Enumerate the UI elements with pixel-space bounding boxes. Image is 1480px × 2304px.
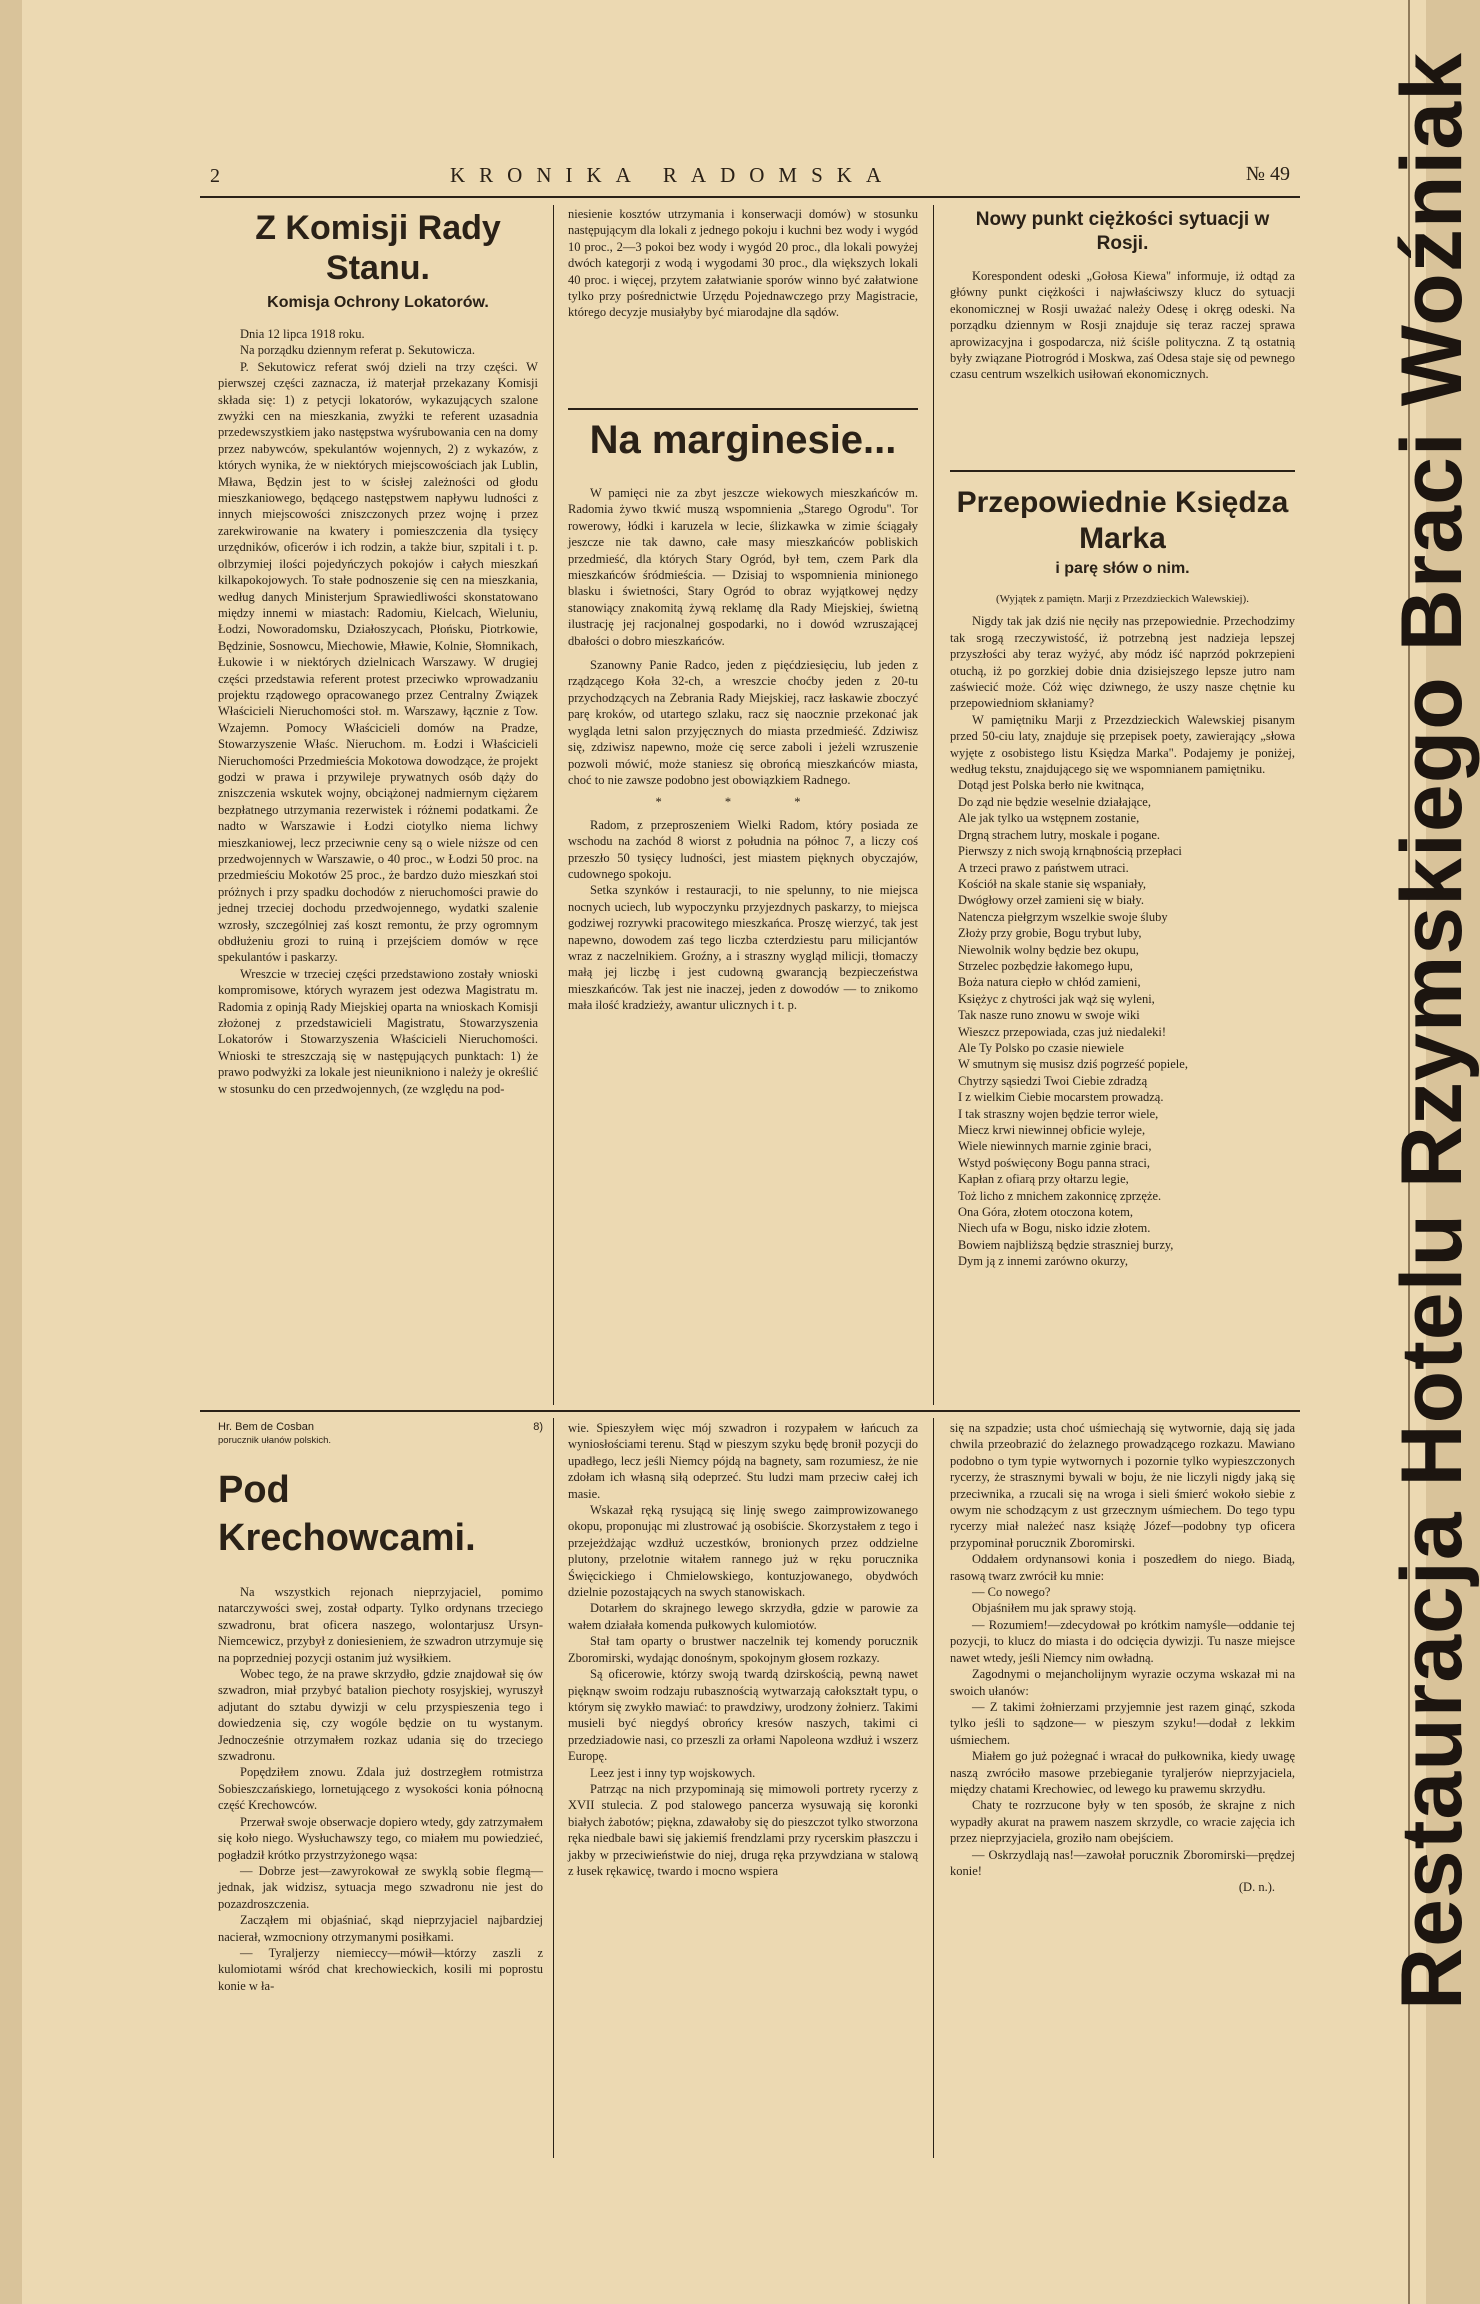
article-headline: Pod Krechowcami. [218, 1469, 476, 1559]
poem-line: Kościół na skale stanie się wspaniały, [958, 876, 1147, 891]
paragraph: Korespondent odeski „Gołosa Kiewa" informuje, iż odtąd za główny punkt ciężkości i najwłaściwszy klucz do sytuacji ekonomicznej w Rosji uważać należy Odesę i okręg odeski. Na porządku dziennym w Rosji znajduje się teraz raczej sprawa aprowizacyjna i gospodarcza, niż ściśle polityczna. Z tą ostatnią były związane Piotrogród i Moskwa, zaś Odesa staje się od pewnego czasu centrum wszelkich usiłowań ekonomicznych. [950, 269, 1295, 382]
poem-line: Pierwszy z nich swoją krnąbnością przepłaci [958, 844, 1182, 859]
byline-author: Hr. Bem de Cosban [218, 1421, 314, 1433]
poem-line: Miecz krwi niewinnej obficie wyleje, [958, 1123, 1146, 1137]
poem-line: Ale jak tylko ua wstępnem zostanie, [958, 811, 1140, 826]
poem-line: Wieszcz przepowiada, czas już niedaleki! [958, 1024, 1167, 1039]
article-pod-krechowcami [218, 1420, 543, 2160]
article-headline: Na marginesie... [589, 418, 897, 462]
poem-line: Niech ufa w Bogu, nisko idzie złotem. [958, 1221, 1151, 1236]
signature: (D. n.). [1238, 1880, 1275, 1895]
paragraph: Na wszystkich rejonach nieprzyjaciel, pomimo natarczywości swej, został odparty. Tylko ordynans trzeciego szwadronu, brat oficera naszego, wolontarjusz Ursyn-Niemcewicz, przybył z doniesieniem, że szwadron utrzymuje się na poprzedniej pozycji ostanim już wysiłkiem. [218, 1585, 543, 1665]
paragraph: — Tyraljerzy niemieccy—mówił—którzy zaszli z kulomiotami wśród chat krechowieckich, kosili mi poprostu konie w ła- [218, 1945, 543, 1993]
paragraph: W pamięci nie za zbyt jeszcze wiekowych mieszkańców m. Radomia żywo tkwić muszą wspomnienia „Starego Ogrodu". Tor rowerowy, łódki i karuzela w lecie, ślizkawka w zimie ściągały jeszcze nie tak dawno, całe masy mieszkańców pobliskich przedmieść, dla których Stary Ogród, był tem, czem Park dla mieszkańców śródmieścia. — Dzisiaj to wspomnienia minionego blasku i świetności, Stary Ogród to obraz wyjątkowej nędzy stanowiący znakomitą żywą reklamę dla Rady Miejskiej, świetną ilustrację jej racjonalnej gospodarki, no i dowód wzruszającej dbałości o dobro mieszkańców. [568, 486, 918, 648]
paragraph: — Rozumiem!—zdecydował po krótkim namyśle—oddanie tej pozycji, to klucz do miasta i do odcięcia dywizji. Tu nasze miejsce nawet wtedy, jeśli Niemcy nim owładną. [950, 1617, 1295, 1665]
source-note: (Wyjątek z pamiętn. Marji z Przezdzieckich Walewskiej). [996, 593, 1249, 605]
poem-line: A trzeci prawo z państwem utraci. [958, 860, 1129, 875]
paragraph: Patrząc na nich przypominają się mimowoli portrety rycerzy z XVII stulecia. Z pod stalowego pancerza wysuwają się koronki białych żabotów; piękna, zdawałoby się do pieszczot tylko stworzona ręka niedbale bawi się jakiemiś frendzlami przy rycerskim płaszczu i jakby w przeciwieństwie do niej, druga ręka przywdziana w stalową z łusek rękawicę, twardo i mocno wspiera [568, 1781, 918, 1878]
paragraph: Nigdy tak jak dziś nie nęciły nas przepowiednie. Przechodzimy tak srogą rzeczywistość, iż potrzebną jest nadzieja lepszej przyszłości aby teraz wyżyć, aby módz iść naprzód pokrzepieni otuchą, iż po gorzkiej dobie dnia dzisiejszego lepsze jutro nam zaświecić może. Cóż więc dziwnego, że uszy nasze chętnie ku przepowiedniom skłaniamy? [950, 614, 1295, 711]
paragraph: Setka szynków i restauracji, to nie spelunny, to nie miejsca nocnych uciech, lub wypoczynku przyjezdnych paskarzy, to miejsca godziwej rozrywki pracowitego mieszkańca. Proszę wierzyć, tak jest napewno, dowodem zaś tego liczba czterdziestu paru milicjantów wraz z naczelnikiem. Groźny, a i straszny wygląd milicji, tłomaczy małą jej liczbę i jest cudowną gwarancją bezpieczeństwa mieszkańców. Tak jest nie inaczej, jeden z dowodów — to znikomo mała ilość kradzieży, awantur ulicznych i t. p. [568, 883, 918, 1013]
paragraph: — Dobrze jest—zawyrokował ze swyklą sobie flegmą—jednak, jak widzisz, sytuacja mego szwadronu nie jest do pozazdroszczenia. [218, 1863, 543, 1911]
poem-line: Natencza piełgrzym wszelkie swoje śluby [958, 909, 1168, 924]
part-number: 8) [533, 1421, 543, 1433]
article-subheadline: Komisja Ochrony Lokatorów. [267, 294, 489, 311]
article-rosja [950, 208, 1295, 468]
paragraph: — Oskrzydlają nas!—zawołał porucznik Zboromirski—prędzej konie! [950, 1847, 1295, 1878]
paragraph: Popędziłem znowu. Zdala już dostrzegłem rotmistrza Sobieszczańskiego, lornetującego z wysokości konia północną część Krechowców. [218, 1765, 543, 1813]
article-headline: Nowy punkt ciężkości sytuacji w Rosji. [975, 209, 1270, 254]
paragraph: się na szpadzie; usta choć uśmiechają się wytwornie, dają się jada chwila przeobrazić do żelaznego prowadzącego rozkazu. Mawiano podobno o tym typie wytwornych i pozornie tylko wypieszczonych rycerzy, że strasznymi bywali w boju, że nie liczyli nigdy jaką się przeciwnika, a rzucali się na wroga i sieli śmierć wokoło siebie z owym nie schodzącym z ust grzecznym uśmiechem. Do tego typu rycerzy miał należeć nasz książę Józef—podobny typ oficera przypominał porucznik Zboromirski. [950, 1421, 1295, 1550]
article-komisja-continued [568, 206, 918, 406]
horizontal-rule [200, 1410, 1300, 1412]
article-przepowiednie [950, 485, 1295, 1405]
poem-line: W smutnym się musisz dziś pogrześć popiele, [958, 1057, 1188, 1072]
paragraph: Leez jest i inny typ wojskowych. [590, 1765, 756, 1780]
paragraph: Na porządku dziennym referat p. Sekutowicza. [240, 343, 475, 358]
column-divider [553, 205, 554, 1405]
poem-line: Toż licho z mnichem zakonnicę zprzęże. [958, 1188, 1162, 1203]
paragraph: Przerwał swoje obserwacje dopiero wtedy, gdy zatrzymałem się koło niego. Wysłuchawszy tego, co miałem mu powiedzieć, pogładził krótko przystrzyżonego wąsa: [218, 1814, 543, 1862]
article-pod-krechowcami-col2 [568, 1420, 918, 2160]
paragraph: Oddałem ordynansowi konia i poszedłem do niego. Biadą, rasową twarz zwrócił ku mnie: [950, 1552, 1295, 1583]
paragraph: W pamiętniku Marji z Przezdzieckich Walewskiej pisanym przed 50-ciu laty, znajduje się przepisek poety, zawierający „słowa wyjęte z osobistego listu Księdza Marka". Podajemy je poniżej, według tekstu, znajdującego się we wspomnianem pamiętniku. [950, 712, 1295, 777]
poem-line: Księżyc z chytrości jak wąż się wyleni, [958, 991, 1155, 1006]
poem-line: Wiele niewinnych marnie zginie braci, [958, 1139, 1152, 1154]
poem-line: Ona Góra, złotem otoczona kotem, [958, 1205, 1133, 1220]
paragraph: Radom, z przeproszeniem Wielki Radom, który posiada ze wschodu na zachód 8 wiorst z południa na północ 7, a liczy coś przeszło 50 tysięcy ludności, jest miastem pięknych obyczajów, cudownego spokoju. [568, 817, 918, 881]
paragraph: — Co nowego? [972, 1585, 1051, 1600]
page-header [210, 163, 1290, 193]
poem-line: Bowiem najbliższą będzie straszniej burzy, [958, 1237, 1174, 1252]
article-headline: Przepowiednie Księdza Marka [956, 486, 1289, 555]
poem-line: Dym ją z innemi zarówno okurzy, [958, 1254, 1128, 1269]
paragraph: Zagodnymi o mejancholijnym wyrazie oczyma wskazał mi na swoich ułanów: [950, 1667, 1295, 1698]
poem-line: Tak nasze runo znowu w swoje wiki [958, 1008, 1140, 1023]
paragraph: Dotarłem do skrajnego lewego skrzydła, gdzie w parowie za wałem działała komenda pułkowych kulomiotów. [568, 1601, 918, 1632]
page-number: 2 [210, 165, 220, 187]
column-divider [933, 1418, 934, 2158]
poem-line: Dotąd jest Polska berło nie kwitnąca, [958, 778, 1145, 793]
column-divider [933, 205, 934, 1405]
paragraph: wie. Spieszyłem więc mój szwadron i rozypałem w łańcuch za wyniosłościami terenu. Stąd w pieszym szyku będę bronił pozycji do upadłego, lecz jeśli Niemcy pójdą na bagnety, sam rozumiesz, że nie zdołam ich własną siłą odeprzeć. Stu ludzi mam przeciw całej ich masie. [568, 1421, 918, 1501]
poem-line: I z wielkim Ciebie mocarstem prowadzą. [958, 1090, 1164, 1105]
paragraph: Wreszcie w trzeciej części przedstawiono zostały wnioski kompromisowe, których wyrazem jest odezwa Magistratu m. Radomia z opinją Rady Miejskiej oparta na wnioskach Komisji złożonej z przedstawicieli Magistratu, Stowarzyszenia Lokatorów i Stowarzyszenia Właścicieli Nieruchomości. Wnioski te streszczają się w następujących punktach: 1) że prawo podwyżki za lokale jest nieunikniono i należy je określić w stosunku do cen przedwojennych, (ze względu na pod- [218, 966, 538, 1096]
article-headline: Z Komisji Rady Stanu. [255, 209, 501, 287]
section-rule [568, 408, 918, 410]
poem-line: Wstyd poświęcony Bogu panna straci, [958, 1155, 1150, 1170]
paragraph: Stał tam oparty o brustwer naczelnik tej komendy porucznik Zboromirski, wydając donośnym, spokojnym głosem rozkazy. [568, 1634, 918, 1665]
poem-line: Niewolnik wolny będzie bez okupu, [958, 942, 1139, 957]
poem-line: Dwógłowy orzeł zamieni się w biały. [958, 893, 1144, 908]
section-stars: * * * [655, 795, 831, 810]
issue-number: № 49 [1245, 163, 1290, 185]
poem-line: Drgną strachem lutry, moskale i pogane. [958, 827, 1161, 842]
byline-block [218, 1420, 543, 1448]
article-pod-krechowcami-col3 [950, 1420, 1295, 2160]
poem [950, 777, 1295, 1269]
paragraph: Chaty te rozrzucone były w ten sposób, że skrajne z nich wypadły akurat na prawem naszem skrzydle, co wracie zajęcia ich przez nieprzyjaciela, groziło nam obejściem. [950, 1798, 1295, 1846]
paragraph: Wskazał ręką rysującą się linję swego zaimprowizowanego okopu, proponując mi zlustrować ją osobiście. Skorzystałem z tego i przejeżdżając wzdłuż uczestków, bronionych przez oddzielne plutony, przelotnie witałem rannego już w ręku porucznika Święcickiego i Chmielowskiego, kontuzjowanego, obydwóch dzielnie pozostających na swych stanowiskach. [568, 1503, 918, 1600]
paragraph: Miałem go już pożegnać i wracał do pułkownika, kiedy uwagę naszą zwróciło masowe przebieganie tyraljerów nieprzyjaciela, między chatami Krechowiec, od lewego ku prawemu skrzydłu. [950, 1749, 1295, 1796]
poem-line: I tak straszny wojen będzie terror wiele, [958, 1106, 1159, 1121]
paragraph: — Z takimi żołnierzami przyjemnie jest razem ginąć, szkoda tylko jeśli to sądzone— w pieszym szyku!—dodał z lekkim uśmiechem. [950, 1699, 1295, 1747]
poem-line: Do ząd nie będzie weselnie działające, [958, 794, 1151, 809]
poem-line: Boża natura ciepło w chłód zamieni, [958, 975, 1141, 990]
byline-role: porucznik ułanów polskich. [218, 1435, 332, 1446]
article-na-marginesie [568, 415, 918, 1405]
poem-line: Kapłan z ofiarą przy ołtarzu legie, [958, 1172, 1129, 1187]
newspaper-title: KRONIKA RADOMSKA [450, 163, 896, 187]
paragraph: Są oficerowie, którzy swoją twardą dzirskością, pewną nawet pięknąw swoim rodzaju rubasznością wytwarzają całokształt typu, o którym się zwykło mawiać: to prawdziwy, urodzony żołnierz. Takimi musieli być niegdyś obrońcy kresów naszych, takimi ci przedziadowie nasi, co przeszli za orłami Napoleona wzdłuż i wszerz Europę. [568, 1667, 918, 1764]
paragraph: Dnia 12 lipca 1918 roku. [240, 327, 365, 341]
column-divider [553, 1418, 554, 2158]
paragraph: P. Sekutowicz referat swój dzieli na trzy części. W pierwszej części zaznacza, iż materjał przekazany Komisji składa się: 1) z petycji lokatorów, wykazujących szalone zwyżki cen na mieszkania, zwyżki te referent uzasadnia przedewszystkiem jako następstwa wyśrubowania cen na domy przez nabywców, spekulantów wojennych, 2) z wykazów, z których wynika, że w niektórych miejscowościach jak Lublin, Mława, Będzin jest to w ścisłej zależności od głodu mieszkaniowego, będącego następstwem napływu ludności z innych miejscowości zniszczonych przez wojnę i przez zarekwirowanie na kwatery i pomieszczenia dla tysięcy urzędników, oficerów i ich rodzin, a także biur, szpitali i t. p. olbrzymiej ilości pojedyńczych pokojów i całych mieszkań kilkapokojowych. To stałe podnoszenie się cen na mieszkania, według danych Ministerjum Sprawiedliwości skonstatowano między innemi w miastach: Radomiu, Kielcach, Wieluniu, Łodzi, Noworadomsku, Działoszycach, Płońsku, Piotrkowie, Będzinie, Sosnowcu, Miechowie, Mławie, Kolnie, Słomnikach, Łukowie i w niektórych dzielnicach Warszawy. W drugiej części przedstawia referent protest przeciwko wprowadzaniu projektu rządowego opracowanego przez Centralny Związek Właścicieli Nieruchomości stoł. m. Warszawy, łącznie z Tow. Wzajemn. Pomocy Właścicieli domów na Pradze, Stowarzyszenie Właśc. Nieruchom. m. Łodzi i Właścicieli Nieruchomości Przedmieścia Mokotowa dowodzące, że projekt godzi w prawa i przywileje prywatnych osób dąży do zniszczenia wskutek wojny, obciążonej nadmiernym ciężarem bezpłatnego utrzymania rezerwistek i różnemi podatkami. Że nadto w Warszawie i Łodzi ciotylko niema lichwy mieszkaniowej, lecz przeciwnie ceny są o wiele niższe od cen przedwojennych w Warszawie, o 40 proc., w Łodzi 50 proc. na przedmieściu Mokotów 25 proc., że bardzo dużo mieszkań stoi próżnych i przy spadku dochodów z nieruchomości prawie do jednej trzeciej dochodu przedwojennego, wydatki szalenie wzrosły, szczególniej zaś koszt remontu, że przy ogromnym obdłużeniu grozi to ruiną i przejściem domów w ręce spekulantów i paskarzy. [218, 359, 538, 965]
paragraph: niesienie kosztów utrzymania i konserwacji domów) w stosunku następującym dla lokali z jednego pokoju i kuchni bez wody i wygód 10 proc., 2—3 pokoi bez wody i wygód 20 proc., dla lokali powyżej dwóch kategorji z wodą i wygodami 30 proc., dla większych lokali 40 proc. i więcej, przytem załatwianie sporów winno być załatwione tylko przy pośrednictwie Urzędu Pojednawczego przy Magistracie, którego decyzje musiałyby być miarodajne dla sądów. [568, 207, 918, 320]
vertical-advertisement: Restauracja Hotelu Rzymskiego Braci Woźniak [1384, 52, 1480, 2010]
paragraph: Wobec tego, że na prawe skrzydło, gdzie znajdował się ów szwadron, miał przybyć batalion piechoty rosyjskiej, wyruszył adjutant do sztabu dywizji w celu przyspieszenia tego i dowiedzenia się, czy wogóle będzie on tu wystanym. Jednocześnie otrzymałem rozkaz udania się do trzeciego szwadronu. [218, 1667, 543, 1764]
article-komisja [218, 208, 538, 1408]
paragraph: Objaśniłem mu jak sprawy stoją. [972, 1601, 1137, 1616]
article-subheadline: i parę słów o nim. [1055, 560, 1190, 577]
poem-line: Strzelec pozbędzie łakomego łupu, [958, 958, 1133, 973]
poem-line: Ale Ty Polsko po czasie niewiele [958, 1040, 1124, 1055]
section-rule [950, 470, 1295, 472]
paragraph: Szanowny Panie Radco, jeden z pięćdziesięciu, lub jeden z rządzącego Koła 32-ch, a wreszcie choćby jeden z 20-tu przychodzących na Zebrania Rady Miejskiej, racz łaskawie zboczyć parę kroków, od utartego szlaku, racz się naocznie przekonać jak wygląda letni salon przyjęcznych do miasta przedmieść. Zdziwisz się, zdziwisz napewno, może cię serce zaboli i jeżeli wzruszenie pozwoli mówić, może staniesz się obrońcą mieszkańców miasta, choć to nie zawsze podobno jest obowiązkiem Radnego. [568, 658, 918, 787]
header-rule [200, 196, 1300, 198]
poem-line: Chytrzy sąsiedzi Twoi Ciebie zdradzą [958, 1073, 1148, 1088]
poem-line: Złoży przy grobie, Bogu trybut luby, [958, 926, 1142, 941]
paragraph: Zacząłem mi objaśniać, skąd nieprzyjaciel najbardziej nacierał, wzmocniony otrzymanymi posiłkami. [218, 1913, 543, 1944]
